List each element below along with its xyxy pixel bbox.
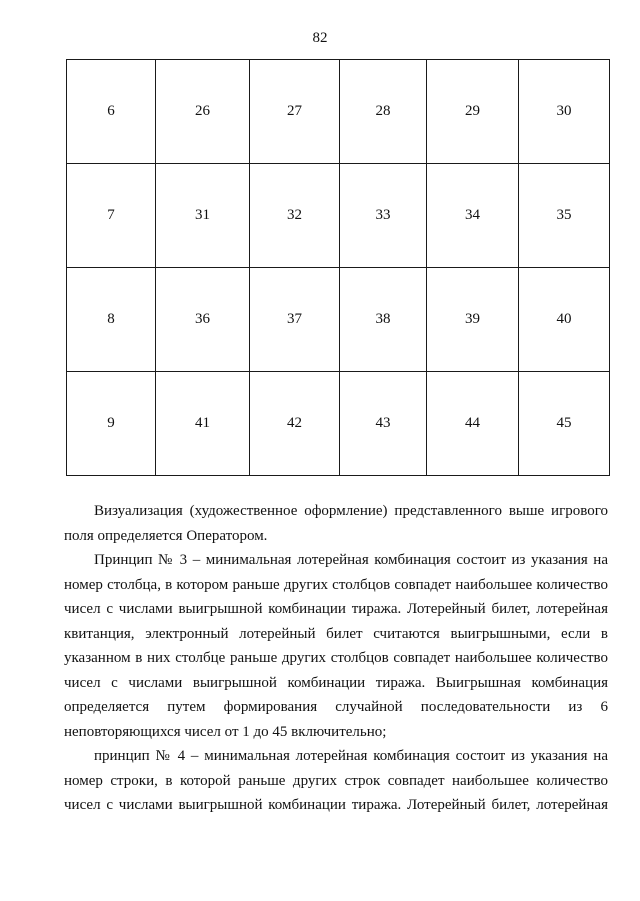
table-cell: 43 [340, 372, 427, 476]
table-cell: 34 [427, 164, 519, 268]
table-row [67, 164, 610, 268]
table-cell: 30 [519, 60, 610, 164]
table-cell: 41 [156, 372, 250, 476]
table-cell: 44 [427, 372, 519, 476]
paragraph: принцип № 4 – минимальная лотерейная комбинация состоит из указания на номер строки, в которой раньше других строк совпадет наибольшее количество чисел с числами выигрышной комбинации тиража. Лотерейный билет, лотерейная [64, 748, 608, 813]
table-cell: 27 [250, 60, 340, 164]
table-cell: 35 [519, 164, 610, 268]
table-cell: 36 [156, 268, 250, 372]
table-cell: 29 [427, 60, 519, 164]
table-cell: 45 [519, 372, 610, 476]
page-number: 82 [312, 30, 328, 46]
table-cell: 9 [67, 372, 156, 476]
body-text [64, 499, 608, 818]
table-cell: 7 [67, 164, 156, 268]
table-cell: 28 [340, 60, 427, 164]
table-cell: 33 [340, 164, 427, 268]
table-cell: 38 [340, 268, 427, 372]
table-cell: 32 [250, 164, 340, 268]
table-row [67, 60, 610, 164]
table-cell: 37 [250, 268, 340, 372]
table-cell: 26 [156, 60, 250, 164]
paragraph: Принцип № 3 – минимальная лотерейная комбинация состоит из указания на номер столбца, в котором раньше других столбцов совпадет наибольшее количество чисел с числами выигрышной комбинации тиража. Лотерейный билет, лотерейная квитанция, электронный лотерейный билет считаются выигрышными, если в указанном в них столбце раньше других столбцов совпадет наибольшее количество чисел с числами выигрышной комбинации тиража. Выигрышная комбинация определяется путем формирования случайной последовательности из 6 неповторяющихся чисел от 1 до 45 включительно; [64, 552, 608, 740]
table-cell: 39 [427, 268, 519, 372]
table-cell: 31 [156, 164, 250, 268]
game-field-table [66, 59, 610, 476]
table-cell: 40 [519, 268, 610, 372]
table-cell: 6 [67, 60, 156, 164]
table-row [67, 372, 610, 476]
table-cell: 8 [67, 268, 156, 372]
table-cell: 42 [250, 372, 340, 476]
table-row [67, 268, 610, 372]
paragraph: Визуализация (художественное оформление) представленного выше игрового поля определяется Оператором. [64, 503, 608, 544]
